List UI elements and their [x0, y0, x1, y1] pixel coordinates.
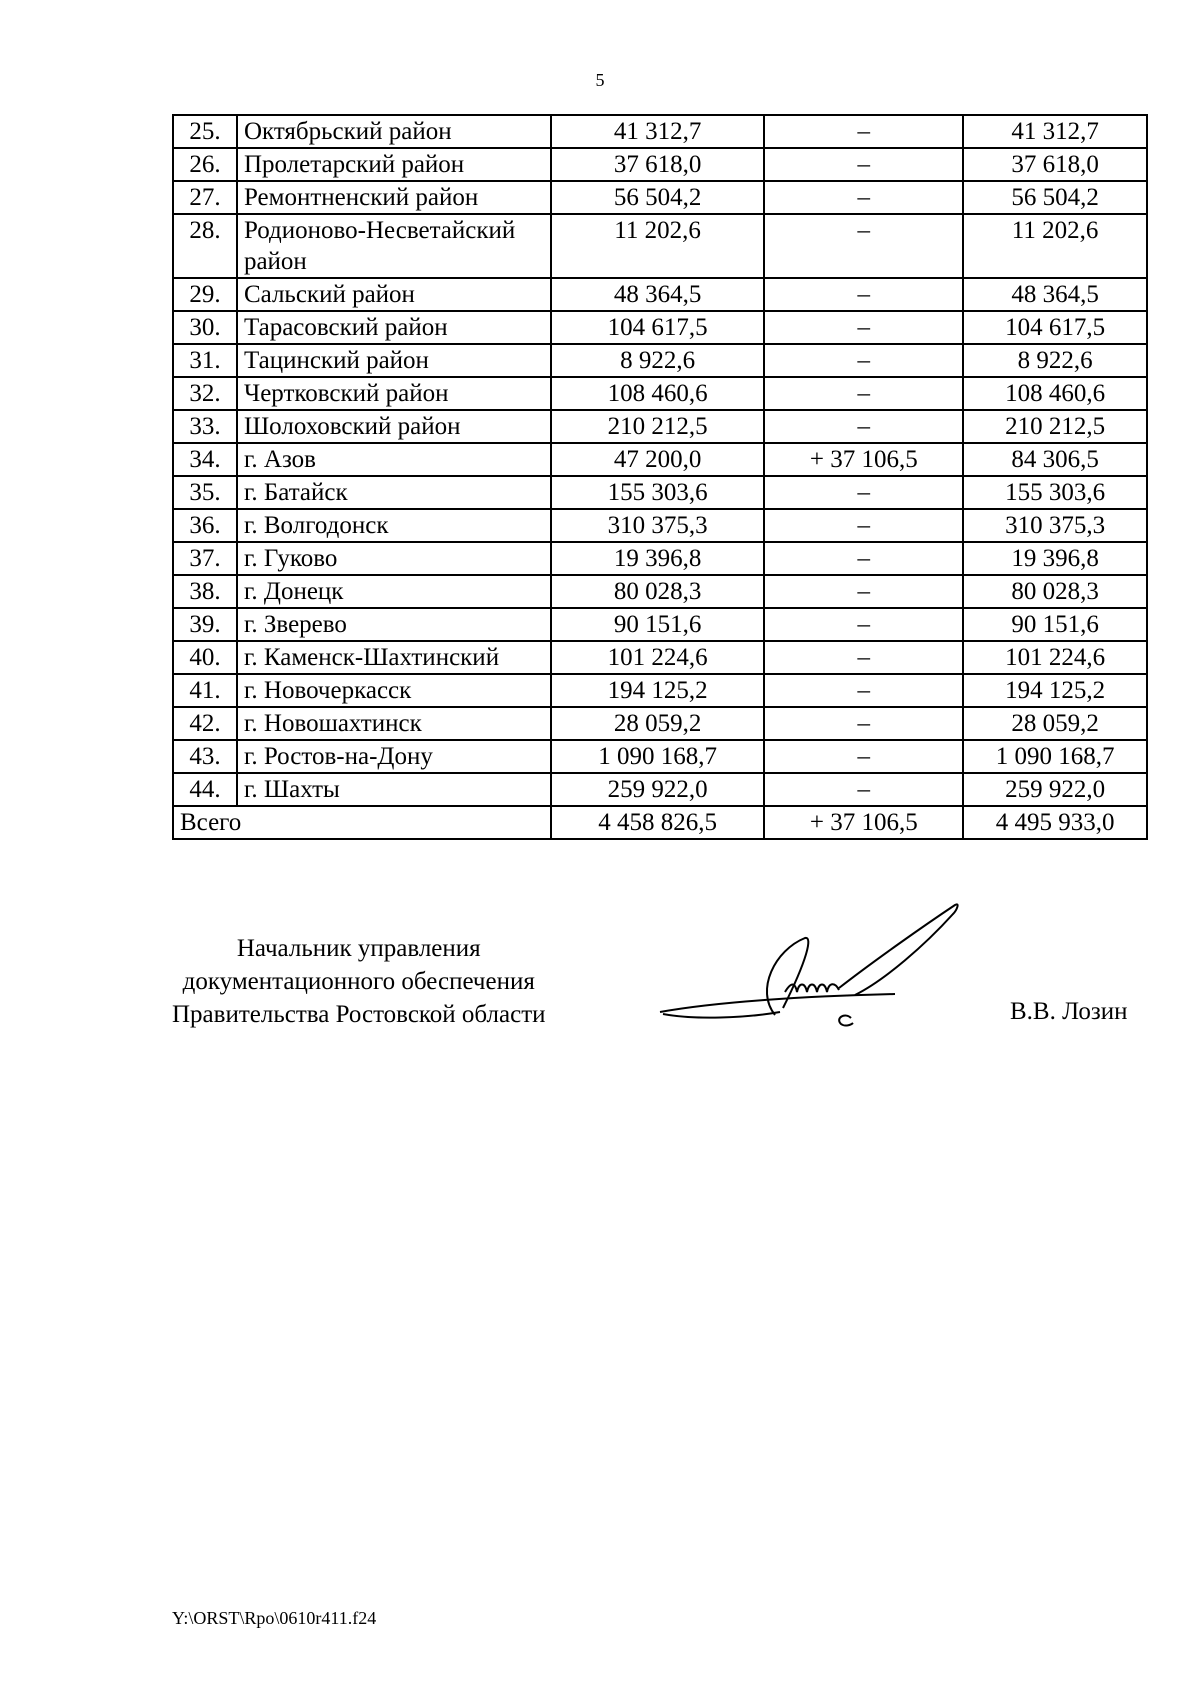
cell-c2: – — [764, 707, 963, 740]
cell-c1: 8 922,6 — [551, 344, 765, 377]
cell-num: 33. — [173, 410, 237, 443]
signature-block — [172, 932, 546, 1031]
cell-name: Октябрьский район — [237, 115, 551, 148]
cell-num: 44. — [173, 773, 237, 806]
total-c2: + 37 106,5 — [764, 806, 963, 839]
cell-c2: – — [764, 509, 963, 542]
file-path: Y:\ORST\Rpo\0610r411.f24 — [172, 1608, 377, 1628]
cell-c2: – — [764, 214, 963, 278]
cell-c2: – — [764, 311, 963, 344]
table-row — [173, 542, 1147, 575]
cell-c2: – — [764, 476, 963, 509]
cell-num: 26. — [173, 148, 237, 181]
cell-c1: 80 028,3 — [551, 575, 765, 608]
cell-c2: – — [764, 115, 963, 148]
cell-c2: – — [764, 278, 963, 311]
cell-c1: 28 059,2 — [551, 707, 765, 740]
cell-name: г. Новочеркасск — [237, 674, 551, 707]
cell-c2: – — [764, 575, 963, 608]
cell-c1: 11 202,6 — [551, 214, 765, 278]
cell-c2: – — [764, 674, 963, 707]
table-row — [173, 707, 1147, 740]
cell-c3: 84 306,5 — [963, 443, 1147, 476]
cell-c2: – — [764, 773, 963, 806]
cell-name: г. Гуково — [237, 542, 551, 575]
cell-c2: – — [764, 377, 963, 410]
cell-c1: 194 125,2 — [551, 674, 765, 707]
cell-c3: 155 303,6 — [963, 476, 1147, 509]
cell-num: 43. — [173, 740, 237, 773]
cell-name: Родионово-Несветайский район — [237, 214, 551, 278]
table-row — [173, 740, 1147, 773]
position-line-2: документационного обеспечения — [182, 968, 535, 995]
cell-c3: 37 618,0 — [963, 148, 1147, 181]
table-row — [173, 641, 1147, 674]
table-row — [173, 476, 1147, 509]
page-number: 5 — [595, 70, 605, 90]
cell-c3: 108 460,6 — [963, 377, 1147, 410]
cell-name: г. Донецк — [237, 575, 551, 608]
cell-c2: – — [764, 410, 963, 443]
cell-c2: – — [764, 608, 963, 641]
table-row — [173, 410, 1147, 443]
cell-name: г. Новошахтинск — [237, 707, 551, 740]
cell-num: 37. — [173, 542, 237, 575]
table-row — [173, 773, 1147, 806]
cell-name: г. Волгодонск — [237, 509, 551, 542]
cell-c1: 90 151,6 — [551, 608, 765, 641]
cell-c3: 101 224,6 — [963, 641, 1147, 674]
cell-c1: 108 460,6 — [551, 377, 765, 410]
cell-name: Тарасовский район — [237, 311, 551, 344]
cell-num: 25. — [173, 115, 237, 148]
cell-c3: 8 922,6 — [963, 344, 1147, 377]
cell-name: г. Батайск — [237, 476, 551, 509]
cell-c3: 1 090 168,7 — [963, 740, 1147, 773]
cell-name: г. Шахты — [237, 773, 551, 806]
cell-name: Пролетарский район — [237, 148, 551, 181]
cell-c2: + 37 106,5 — [764, 443, 963, 476]
cell-name: Ремонтненский район — [237, 181, 551, 214]
total-c3: 4 495 933,0 — [963, 806, 1147, 839]
cell-c3: 11 202,6 — [963, 214, 1147, 278]
cell-c3: 210 212,5 — [963, 410, 1147, 443]
cell-num: 34. — [173, 443, 237, 476]
cell-c2: – — [764, 148, 963, 181]
cell-c1: 56 504,2 — [551, 181, 765, 214]
cell-c1: 259 922,0 — [551, 773, 765, 806]
cell-c3: 194 125,2 — [963, 674, 1147, 707]
table-row — [173, 674, 1147, 707]
cell-c1: 19 396,8 — [551, 542, 765, 575]
cell-c1: 210 212,5 — [551, 410, 765, 443]
cell-c1: 1 090 168,7 — [551, 740, 765, 773]
cell-num: 35. — [173, 476, 237, 509]
cell-num: 31. — [173, 344, 237, 377]
cell-num: 29. — [173, 278, 237, 311]
table-body — [173, 115, 1147, 806]
cell-num: 39. — [173, 608, 237, 641]
cell-name: Тацинский район — [237, 344, 551, 377]
cell-c2: – — [764, 181, 963, 214]
table-row — [173, 214, 1147, 278]
position-line-1: Начальник управления — [236, 935, 481, 962]
cell-name: г. Ростов-на-Дону — [237, 740, 551, 773]
cell-c3: 56 504,2 — [963, 181, 1147, 214]
table-row — [173, 311, 1147, 344]
cell-name: г. Каменск-Шахтинский — [237, 641, 551, 674]
cell-name: г. Азов — [237, 443, 551, 476]
cell-c1: 48 364,5 — [551, 278, 765, 311]
table-row — [173, 148, 1147, 181]
cell-num: 30. — [173, 311, 237, 344]
budget-table — [172, 114, 1148, 840]
cell-num: 40. — [173, 641, 237, 674]
cell-c2: – — [764, 740, 963, 773]
cell-num: 38. — [173, 575, 237, 608]
cell-c1: 37 618,0 — [551, 148, 765, 181]
cell-name: Чертковский район — [237, 377, 551, 410]
cell-name: Сальский район — [237, 278, 551, 311]
cell-c3: 310 375,3 — [963, 509, 1147, 542]
table-row — [173, 181, 1147, 214]
cell-num: 36. — [173, 509, 237, 542]
cell-num: 42. — [173, 707, 237, 740]
cell-c3: 104 617,5 — [963, 311, 1147, 344]
position-line-3: Правительства Ростовской области — [172, 1001, 546, 1028]
total-row — [173, 806, 1147, 839]
cell-c3: 41 312,7 — [963, 115, 1147, 148]
cell-c3: 90 151,6 — [963, 608, 1147, 641]
cell-num: 28. — [173, 214, 237, 278]
cell-c3: 19 396,8 — [963, 542, 1147, 575]
table-row — [173, 443, 1147, 476]
cell-name: г. Зверево — [237, 608, 551, 641]
table-row — [173, 509, 1147, 542]
table-row — [173, 608, 1147, 641]
cell-c2: – — [764, 344, 963, 377]
table-row — [173, 377, 1147, 410]
table-row — [173, 575, 1147, 608]
table-row — [173, 344, 1147, 377]
cell-name: Шолоховский район — [237, 410, 551, 443]
cell-c1: 41 312,7 — [551, 115, 765, 148]
total-c1: 4 458 826,5 — [551, 806, 765, 839]
cell-c2: – — [764, 542, 963, 575]
signer-name: В.В. Лозин — [1010, 998, 1128, 1025]
cell-c3: 48 364,5 — [963, 278, 1147, 311]
table-row — [173, 115, 1147, 148]
cell-c3: 80 028,3 — [963, 575, 1147, 608]
cell-c1: 101 224,6 — [551, 641, 765, 674]
cell-c2: – — [764, 641, 963, 674]
cell-num: 41. — [173, 674, 237, 707]
cell-c1: 47 200,0 — [551, 443, 765, 476]
cell-num: 32. — [173, 377, 237, 410]
cell-c1: 155 303,6 — [551, 476, 765, 509]
cell-c1: 104 617,5 — [551, 311, 765, 344]
handwritten-signature — [655, 900, 975, 1040]
table-row — [173, 278, 1147, 311]
cell-c3: 28 059,2 — [963, 707, 1147, 740]
total-label: Всего — [173, 806, 551, 839]
cell-num: 27. — [173, 181, 237, 214]
cell-c3: 259 922,0 — [963, 773, 1147, 806]
cell-c1: 310 375,3 — [551, 509, 765, 542]
